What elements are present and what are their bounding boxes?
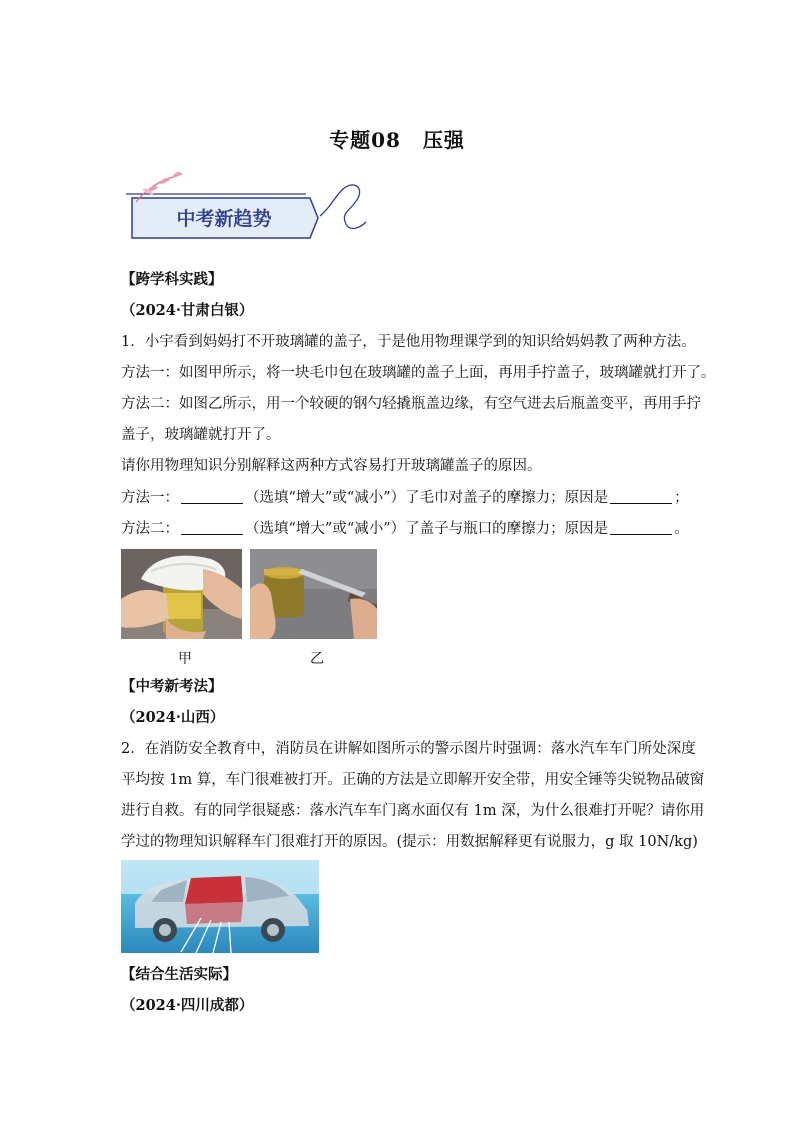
- question-text: 1．小宇看到妈妈打不开玻璃罐的盖子，于是他用物理课学到的知识给妈妈教了两种方法。: [121, 334, 696, 350]
- question-source: （2024·甘肃白银）: [121, 302, 254, 319]
- swirl-decoration-icon: [320, 185, 366, 229]
- figure-caption: 乙: [310, 651, 324, 667]
- answer-line: [121, 488, 689, 508]
- question-text: 进行自救。有的同学很疑惑：落水汽车车门离水面仅有 1m 深，为什么很难打开呢？请你用: [121, 803, 705, 819]
- answer-blank[interactable]: [610, 489, 672, 504]
- answer-blank[interactable]: [181, 520, 243, 535]
- question-text: 盖子，玻璃罐就打开了。: [121, 427, 281, 443]
- page-title: [0, 124, 794, 153]
- question-source: （2024·山西）: [121, 709, 225, 726]
- answer-end: 。: [674, 521, 689, 537]
- section-banner: [120, 168, 380, 248]
- question-text: 学过的物理知识解释车门很难打开的原因。(提示：用数据解释更有说服力，g 取 10N/kg): [121, 834, 698, 850]
- answer-line: [121, 519, 689, 539]
- answer-end: ；: [674, 490, 689, 506]
- title-number: 专题08: [329, 128, 401, 152]
- banner-label: 中考新趋势: [176, 208, 272, 230]
- answer-prefix: 方法一：: [121, 490, 179, 506]
- question-text: 请你用物理知识分别解释这两种方式容易打开玻璃罐盖子的原因。: [121, 458, 542, 474]
- section-tag: 【跨学科实践】: [121, 271, 223, 288]
- question-text: 平均按 1m 算，车门很难被打开。正确的方法是立即解开安全带，用安全锤等尖锐物品破窗: [121, 772, 705, 788]
- photo-submerged-car: [121, 860, 319, 953]
- answer-text: （选填“增大”或“减小”）了毛巾对盖子的摩擦力；原因是: [245, 490, 609, 506]
- title-topic: 压强: [422, 128, 465, 152]
- section-tag: 【中考新考法】: [121, 678, 223, 695]
- photo-spoon-jar: [250, 549, 377, 639]
- question-text: 方法一：如图甲所示，将一块毛巾包在玻璃罐的盖子上面，再用手拧盖子，玻璃罐就打开了。: [121, 365, 716, 381]
- question-text: 2．在消防安全教育中，消防员在讲解如图所示的警示图片时强调：落水汽车车门所处深度: [121, 741, 696, 757]
- answer-text: （选填“增大”或“减小”）了盖子与瓶口的摩擦力；原因是: [245, 521, 609, 537]
- answer-blank[interactable]: [181, 489, 243, 504]
- section-tag: 【结合生活实际】: [121, 966, 237, 983]
- figure-caption: 甲: [178, 651, 192, 667]
- question-text: 方法二：如图乙所示，用一个较硬的钢勺轻撬瓶盖边缘，有空气进去后瓶盖变平，再用手拧: [121, 396, 701, 412]
- photo-towel-jar: [121, 549, 242, 639]
- answer-blank[interactable]: [610, 520, 672, 535]
- answer-prefix: 方法二：: [121, 521, 179, 537]
- question-source: （2024·四川成都）: [121, 997, 254, 1014]
- banner-graphic: [120, 168, 380, 248]
